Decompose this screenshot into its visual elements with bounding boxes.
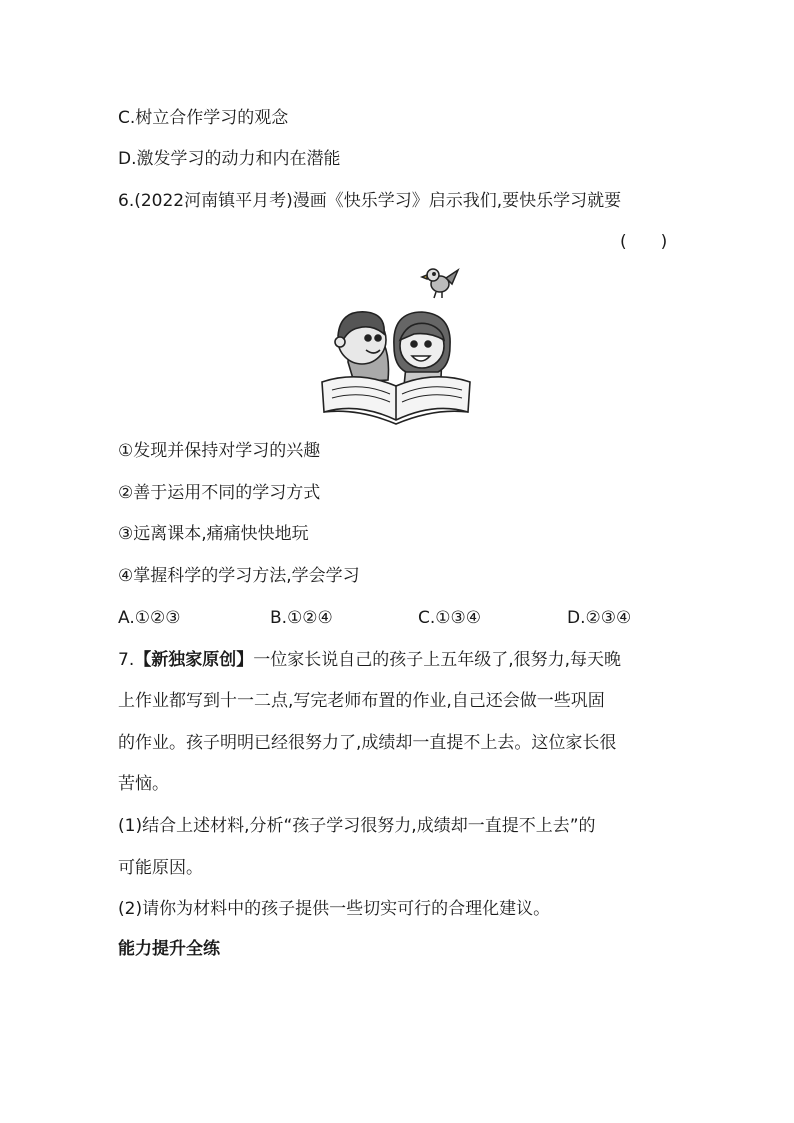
bird-icon	[422, 269, 458, 298]
statement-4: ④掌握科学的学习方法,学会学习	[118, 566, 360, 586]
question-7-text-3: 的作业。孩子明明已经很努力了,成绩却一直提不上去。这位家长很	[118, 733, 617, 753]
answer-bracket: ( )	[620, 232, 668, 252]
statement-2: ②善于运用不同的学习方式	[118, 483, 321, 503]
statement-1: ①发现并保持对学习的兴趣	[118, 441, 321, 461]
question-7-text-4: 苦恼。	[118, 774, 169, 794]
sub-question-1-line-1: (1)结合上述材料,分析“孩子学习很努力,成绩却一直提不上去”的	[118, 816, 596, 836]
choice-d: D.②③④	[567, 608, 632, 628]
question-6-stem: 6.(2022河南镇平月考)漫画《快乐学习》启示我们,要快乐学习就要	[118, 191, 622, 211]
option-d-prev: D.激发学习的动力和内在潜能	[118, 149, 341, 169]
choice-c: C.①③④	[418, 608, 481, 628]
sub-question-2: (2)请你为材料中的孩子提供一些切实可行的合理化建议。	[118, 899, 551, 919]
option-c-prev: C.树立合作学习的观念	[118, 108, 289, 128]
question-7-tag: 【新独家原创】	[134, 650, 254, 670]
question-7-first-line	[118, 649, 621, 671]
cartoon-illustration	[318, 262, 474, 426]
statement-3: ③远离课本,痛痛快快地玩	[118, 524, 309, 544]
open-book	[322, 377, 470, 424]
choice-b: B.①②④	[270, 608, 333, 628]
choice-a: A.①②③	[118, 608, 181, 628]
boy-figure	[335, 312, 389, 382]
question-7-text-1: 一位家长说自己的孩子上五年级了,很努力,每天晚	[253, 650, 622, 670]
section-heading: 能力提升全练	[118, 939, 220, 959]
question-7-number: 7.	[118, 650, 135, 670]
girl-figure	[394, 312, 450, 386]
question-7-text-2: 上作业都写到十一二点,写完老师布置的作业,自己还会做一些巩固	[118, 691, 605, 711]
sub-question-1-line-2: 可能原因。	[118, 858, 203, 878]
